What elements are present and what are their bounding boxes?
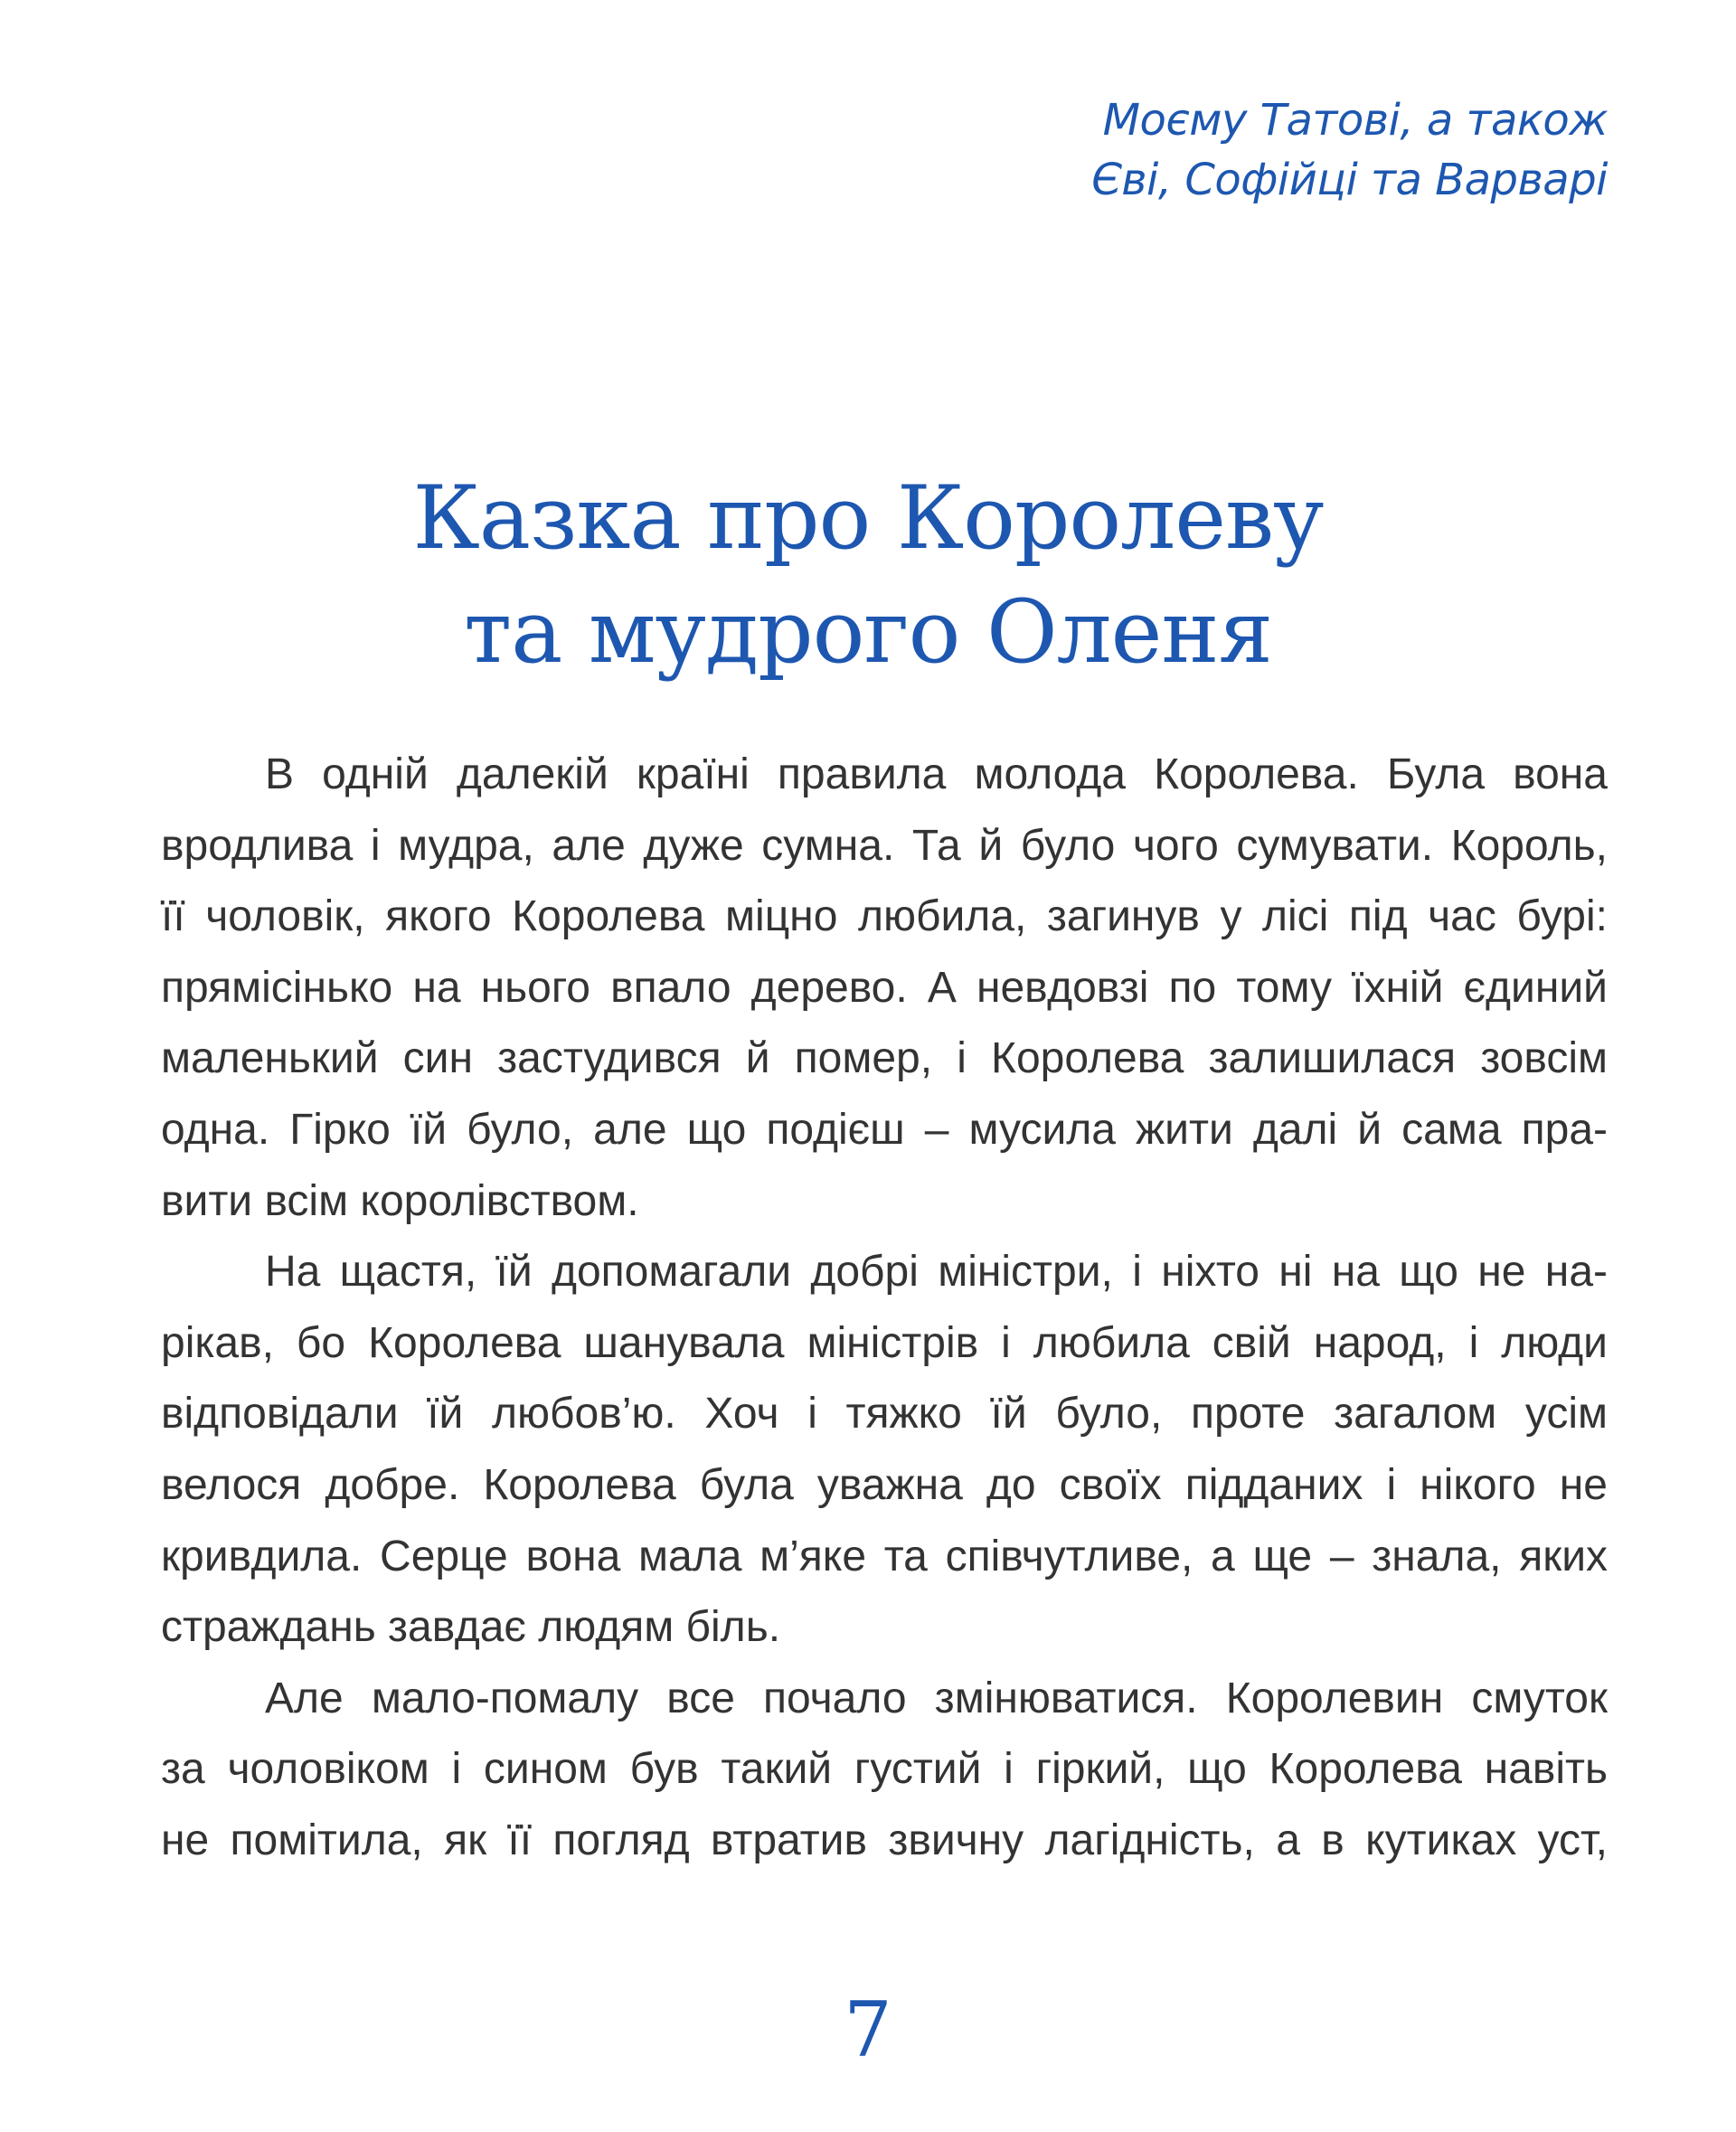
text-line: вити всім королівством.: [161, 1176, 639, 1225]
text-line: кривдила. Серце вона мала м’яке та співчутливе, а ще – знала, яких: [161, 1532, 1608, 1580]
dedication-line: Моєму Татові, а також: [1102, 95, 1608, 146]
text-line: В одній далекій країні правила молода Королева. Була вона: [265, 750, 1608, 798]
text-line: відповідали їй любов’ю. Хоч і тяжко їй було, проте загалом усім: [161, 1390, 1608, 1439]
text-line: На щастя, їй допомагали добрі міністри, і ніхто ні на що не на-: [265, 1248, 1608, 1297]
paragraph: [161, 740, 1608, 1237]
dedication-line: Єві, Софійці та Варварі: [1091, 155, 1608, 205]
text-line: прямісінько на нього впало дерево. А невдовзі по тому їхній єдиний: [161, 963, 1608, 1012]
text-line: вродлива і мудра, але дуже сумна. Та й було чого сумувати. Король,: [161, 821, 1608, 870]
text-line: одна. Гірко їй було, але що подієш – мусила жити далі й сама пра-: [161, 1105, 1608, 1154]
text-line: за чоловіком і сином був такий густий і гіркий, що Королева навіть: [161, 1745, 1608, 1794]
text-line: її чоловік, якого Королева міцно любила, загинув у лісі під час бурі:: [161, 892, 1608, 941]
paragraph: [161, 1664, 1608, 1877]
title-line: та мудрого Оленя: [463, 581, 1273, 683]
text-line: страждань завдає людям біль.: [161, 1603, 781, 1652]
story-body: [161, 740, 1608, 1877]
paragraph: [161, 1237, 1608, 1664]
text-line: велося добре. Королева була уважна до своїх підданих і нікого не: [161, 1460, 1608, 1509]
dedication: [1091, 90, 1608, 210]
text-line: рікав, бо Королева шанувала міністрів і любила свій народ, і люди: [161, 1318, 1608, 1367]
story-title: [0, 461, 1736, 689]
text-line: маленький син застудився й помер, і Королева залишилася зовсім: [161, 1034, 1608, 1083]
text-line: не помітила, як її погляд втратив звичну лагідність, а в кутиках уст,: [161, 1816, 1608, 1864]
text-line: Але мало-помалу все почало змінюватися. Королевин смуток: [265, 1674, 1608, 1722]
title-line: Казка про Королеву: [412, 467, 1324, 569]
page-number: 7: [844, 1986, 892, 2074]
